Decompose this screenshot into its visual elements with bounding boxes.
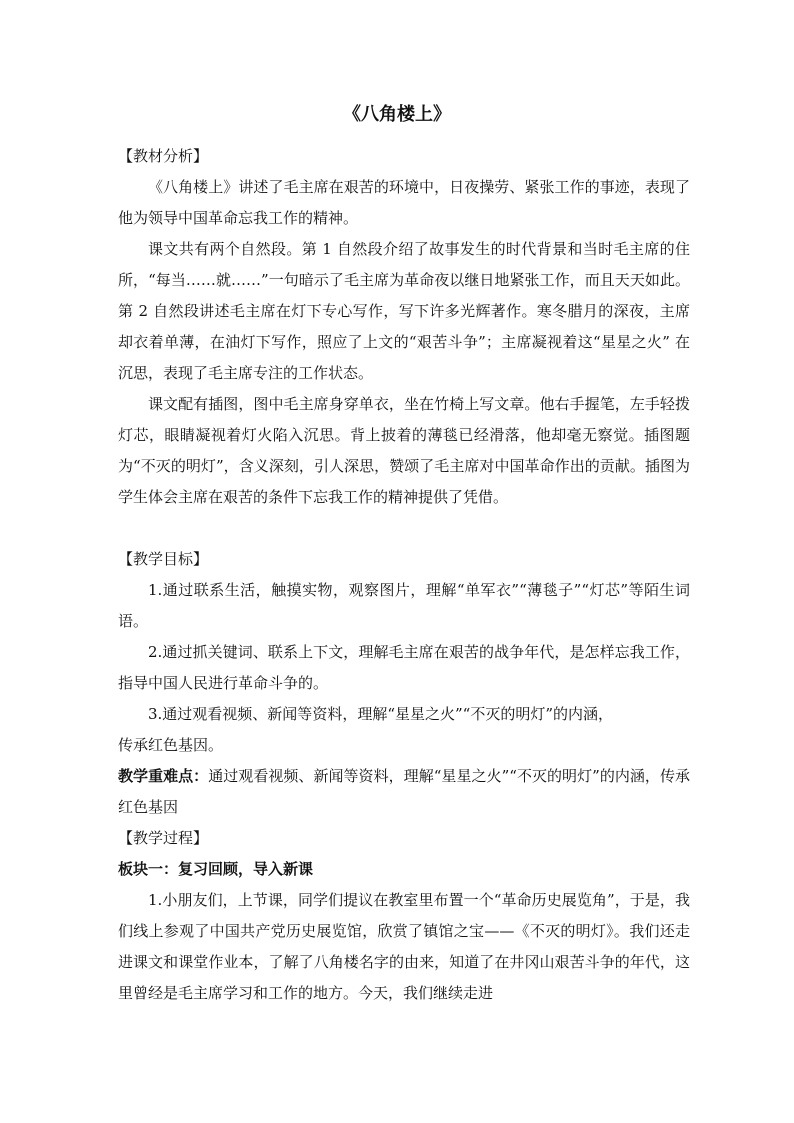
analysis-paragraph-3: 课文配有插图，图中毛主席身穿单衣，坐在竹椅上写文章。他右手握笔，左手轻拨灯芯，眼睛凝视着灯火陷入沉思。背上披着的薄毯已经滑落，他却毫无察觉。插图题为“不灭的明灯”，含义深刻，引人深思，赞颂了毛主席对中国革命作出的贡献。插图为学生体会主席在艰苦的条件下忘我工作的精神提供了凭借。 [118,395,690,506]
key-points-label: 教学重难点： [118,767,209,785]
document-body [118,141,690,1009]
key-points-text: 通过观看视频、新闻等资料，理解“星星之火”“不灭的明灯”的内涵，传承红色基因 [118,767,690,816]
blank-line [118,513,690,544]
key-points-paragraph [118,761,690,823]
goal-item-1: 1.通过联系生活，触摸实物，观察图片，理解“单军衣”“薄毯子”“灯芯”等陌生词语。 [118,581,690,630]
section-heading-analysis: 【教材分析】 [118,147,209,165]
block-heading-1: 板块一：复习回顾，导入新课 [118,860,314,878]
goal-item-3: 3.通过观看视频、新闻等资料，理解“星星之火”“不灭的明灯”的内涵， [148,705,613,723]
goal-item-2: 2.通过抓关键词、联系上下文，理解毛主席在艰苦的战争年代，是怎样忘我工作，指导中国人民进行革命斗争的。 [118,643,690,692]
process-paragraph-1: 1.小朋友们，上节课，同学们提议在教室里布置一个“革命历史展览角”，于是，我们线上参观了中国共产党历史展览馆，欣赏了镇馆之宝——《不灭的明灯》。我们还走进课文和课堂作业本，了解了八角楼名字的由来，知道了在井冈山艰苦斗争的年代，这里曾经是毛主席学习和工作的地方。今天，我们继续走进 [118,891,690,1002]
goal-item-3-continued: 传承红色基因。 [118,736,224,754]
document-title: 《八角楼上》 [343,104,451,125]
analysis-paragraph-2: 课文共有两个自然段。第 1 自然段介绍了故事发生的时代背景和当时毛主席的住所，“每当……就……”一句暗示了毛主席为革命夜以继日地紧张工作，而且天天如此。第 2 自然段讲述毛主席在灯下专心写作，写下许多光辉著作。寒冬腊月的深夜，主席却衣着单薄，在油灯下写作，照应了上文的“艰苦斗争”；主席凝视着这“星星之火” 在沉思，表现了毛主席专注的工作状态。 [118,240,690,382]
analysis-paragraph-1: 《八角楼上》讲述了毛主席在艰苦的环境中，日夜操劳、紧张工作的事迹，表现了他为领导中国革命忘我工作的精神。 [118,178,690,227]
section-heading-goals: 【教学目标】 [118,550,209,568]
section-heading-process: 【教学过程】 [118,829,209,847]
